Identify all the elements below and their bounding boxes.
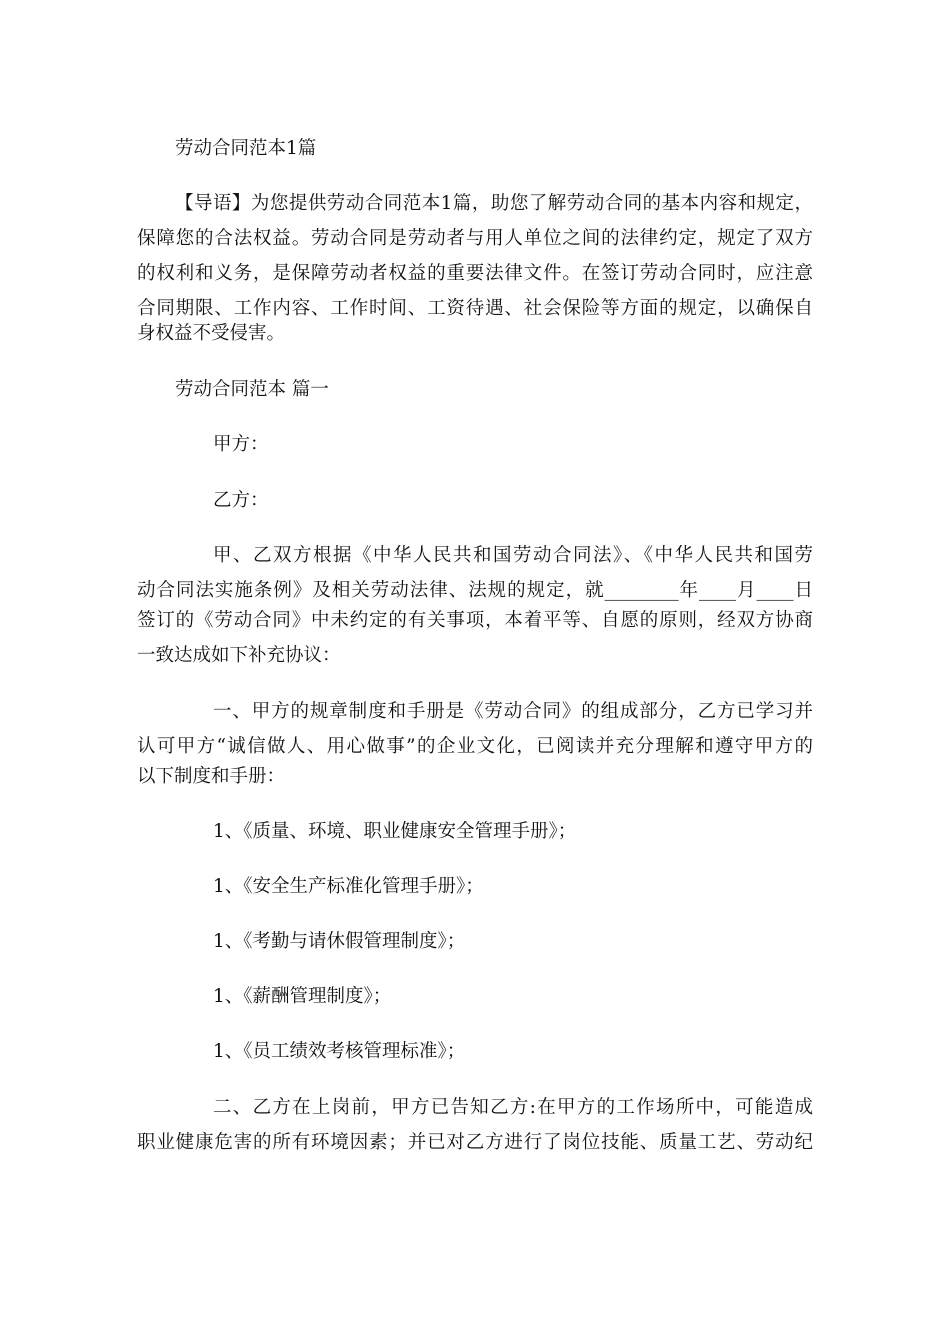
- clause-one-line: 一、甲方的规章制度和手册是《劳动合同》的组成部分，乙方已学习并: [213, 701, 813, 722]
- intro-line: 合同期限、工作内容、工作时间、工资待遇、社会保险等方面的规定，以确保自: [137, 298, 813, 319]
- list-item: 1、《员工绩效考核管理标准》；: [213, 1041, 466, 1062]
- preamble-line: 甲、乙双方根据《中华人民共和国劳动合同法》、《中华人民共和国劳: [213, 545, 813, 566]
- list-item: 1、《安全生产标准化管理手册》；: [213, 876, 484, 897]
- intro-line: 的权利和义务，是保障劳动者权益的重要法律文件。在签订劳动合同时，应注意: [137, 263, 813, 284]
- intro-line: 身权益不受侵害。: [137, 323, 286, 344]
- clause-one-line: 以下制度和手册：: [137, 766, 286, 787]
- document-title: 劳动合同范本1篇: [175, 138, 317, 159]
- clause-two-line: 职业健康危害的所有环境因素；并已对乙方进行了岗位技能、质量工艺、劳动纪: [137, 1132, 813, 1153]
- preamble-line: 签订的《劳动合同》中未约定的有关事项，本着平等、自愿的原则，经双方协商: [137, 610, 813, 631]
- list-item: 1、《薪酬管理制度》；: [213, 986, 392, 1007]
- preamble-line: 一致达成如下补充协议：: [137, 645, 341, 666]
- preamble-line: 动合同法实施条例》及相关劳动法律、法规的规定，就________年____月____日: [137, 580, 813, 601]
- party-a-label: 甲方：: [213, 434, 269, 455]
- list-item: 1、《考勤与请休假管理制度》；: [213, 931, 466, 952]
- party-b-label: 乙方：: [213, 490, 269, 511]
- clause-two-line: 二、乙方在上岗前，甲方已告知乙方:在甲方的工作场所中，可能造成: [213, 1097, 813, 1118]
- intro-line: 保障您的合法权益。劳动合同是劳动者与用人单位之间的法律约定，规定了双方: [137, 228, 813, 249]
- list-item: 1、《质量、环境、职业健康安全管理手册》；: [213, 821, 577, 842]
- clause-one-line: 认可甲方“诚信做人、用心做事”的企业文化，已阅读并充分理解和遵守甲方的: [137, 736, 813, 757]
- section-heading: 劳动合同范本 篇一: [175, 379, 329, 400]
- intro-line: 【导语】为您提供劳动合同范本1篇，助您了解劳动合同的基本内容和规定，: [175, 193, 813, 214]
